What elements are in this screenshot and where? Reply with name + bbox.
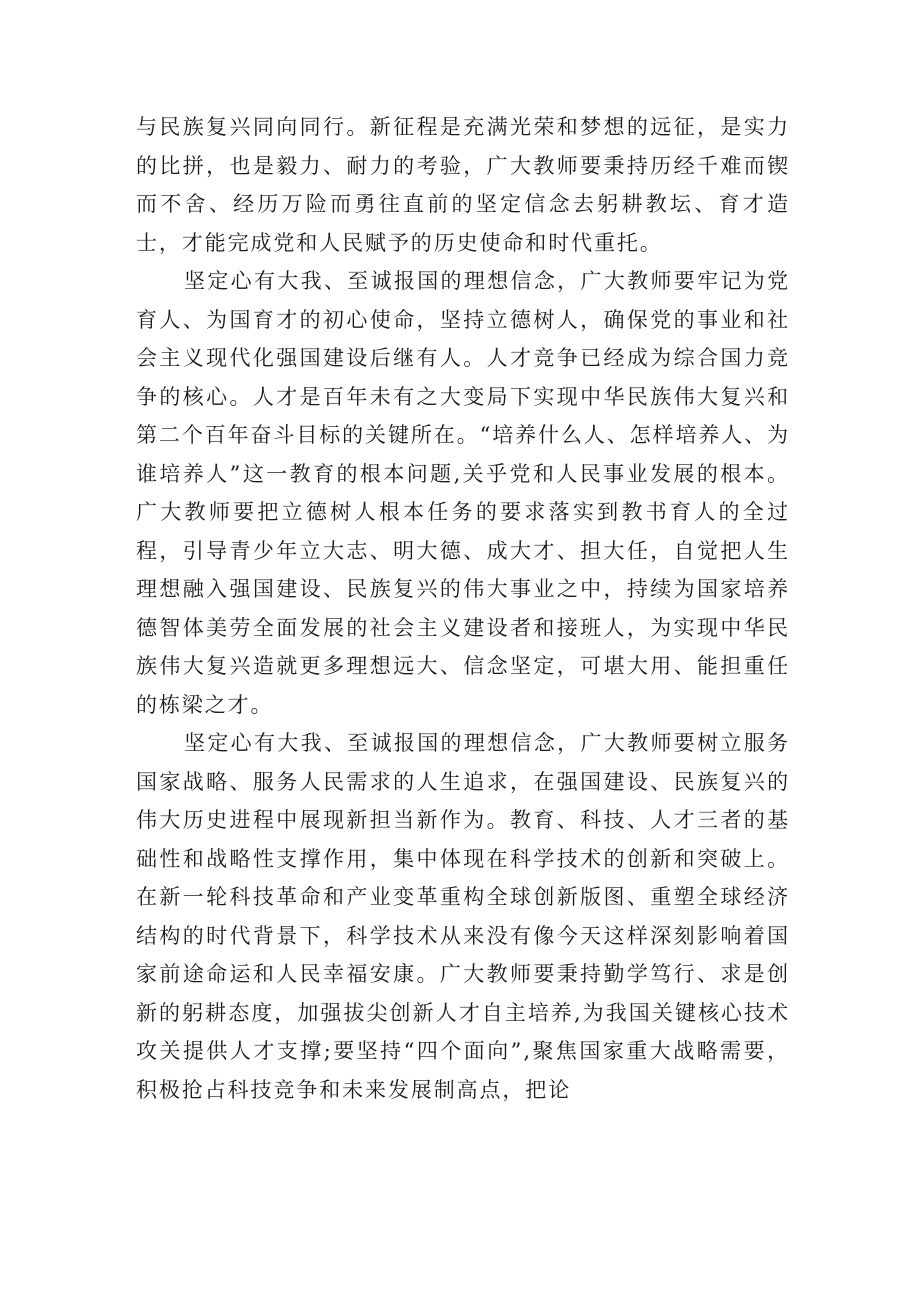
paragraph-2: 坚定心有大我、至诚报国的理想信念，广大教师要牢记为党育人、为国育才的初心使命，坚持立德树人，确保党的事业和社会主义现代化强国建设后继有人。人才竞争已经成为综合国力竞争的核心。人才是百年未有之大变局下实现中华民族伟大复兴和第二个百年奋斗目标的关键所在。“培养什么人、怎样培养人、为谁培养人”这一教育的根本问题,关乎党和人民事业发展的根本。广大教师要把立德树人根本任务的要求落实到教书育人的全过程，引导青少年立大志、明大德、成大才、担大任，自觉把人生理想融入强国建设、民族复兴的伟大事业之中，持续为国家培养德智体美劳全面发展的社会主义建设者和接班人，为实现中华民族伟大复兴造就更多理想远大、信念坚定，可堪大用、能担重任的栋梁之才。 [136,269,790,717]
paragraph-3: 坚定心有大我、至诚报国的理想信念，广大教师要树立服务国家战略、服务人民需求的人生追求，在强国建设、民族复兴的伟大历史进程中展现新担当新作为。教育、科技、人才三者的基础性和战略性支撑作用，集中体现在科学技术的创新和突破上。在新一轮科技革命和产业变革重构全球创新版图、重塑全球经济结构的时代背景下，科学技术从来没有像今天这样深刻影响着国家前途命运和人民幸福安康。广大教师要秉持勤学笃行、求是创新的躬耕态度，加强拔尖创新人才自主培养,为我国关键核心技术攻关提供人才支撑;要坚持“四个面向”,聚焦国家重大战略需要，积极抢占科技竞争和未来发展制高点，把论 [136,731,790,1102]
document-body [136,108,790,1109]
paragraph-1: 与民族复兴同向同行。新征程是充满光荣和梦想的远征，是实力的比拼，也是毅力、耐力的考验，广大教师要秉持历经千难而锲而不舍、经历万险而勇往直前的坚定信念去躬耕教坛、育才造士，才能完成党和人民赋予的历史使命和时代重托。 [136,115,790,255]
